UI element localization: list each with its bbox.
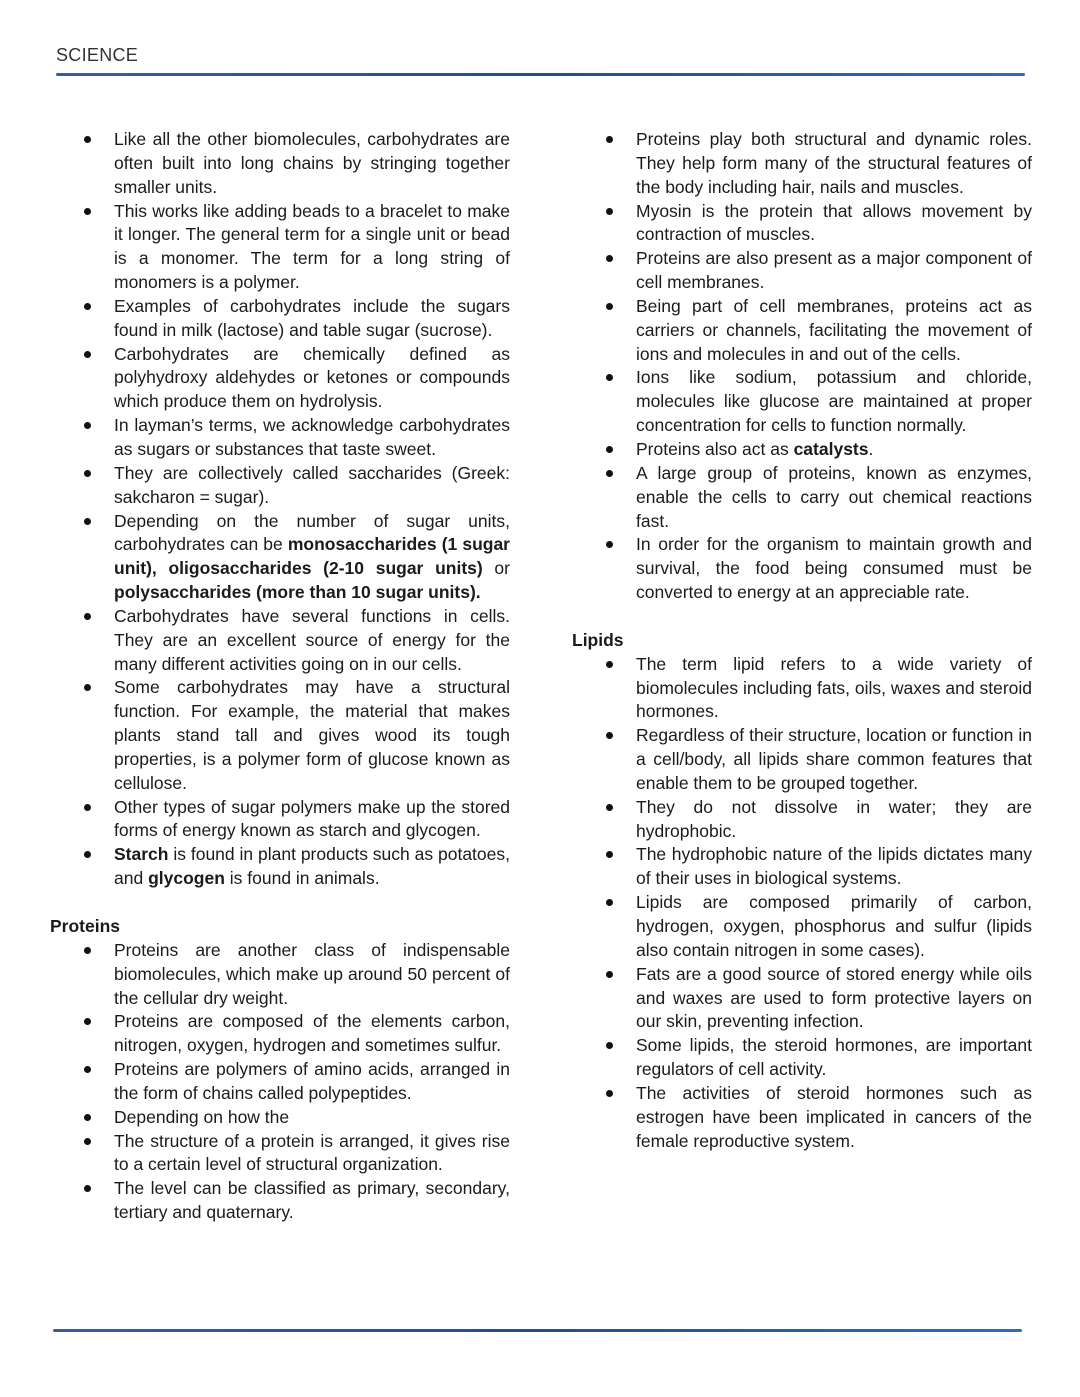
bullet-icon bbox=[606, 661, 613, 668]
bullet-icon bbox=[606, 136, 613, 143]
list-item: Proteins play both structural and dynamic roles. They help form many of the structural features of the body including hair, nails and muscles. bbox=[572, 128, 1032, 200]
bullet-icon bbox=[606, 899, 613, 906]
list-item: The level can be classified as primary, secondary, tertiary and quaternary. bbox=[50, 1177, 510, 1225]
list-item: The hydrophobic nature of the lipids dictates many of their uses in biological systems. bbox=[572, 843, 1032, 891]
list-item: They do not dissolve in water; they are hydrophobic. bbox=[572, 796, 1032, 844]
bullet-icon bbox=[84, 804, 91, 811]
footer-divider bbox=[53, 1329, 1022, 1332]
list-item: The structure of a protein is arranged, it gives rise to a certain level of structural organization. bbox=[50, 1130, 510, 1178]
bullet-icon bbox=[606, 374, 613, 381]
bullet-icon bbox=[84, 851, 91, 858]
list-item: Carbohydrates have several functions in cells. They are an excellent source of energy for the many different activities going on in our cells. bbox=[50, 605, 510, 677]
list-item: Other types of sugar polymers make up the stored forms of energy known as starch and glycogen. bbox=[50, 796, 510, 844]
carbohydrates-list bbox=[50, 128, 510, 891]
bullet-icon bbox=[84, 303, 91, 310]
header-divider bbox=[56, 73, 1025, 76]
list-item: Proteins are also present as a major component of cell membranes. bbox=[572, 247, 1032, 295]
bullet-icon bbox=[606, 208, 613, 215]
right-column bbox=[572, 128, 1032, 1153]
list-item: Myosin is the protein that allows movement by contraction of muscles. bbox=[572, 200, 1032, 248]
bullet-icon bbox=[84, 1066, 91, 1073]
list-item: Regardless of their structure, location or function in a cell/body, all lipids share common features that enable them to be grouped together. bbox=[572, 724, 1032, 796]
list-item: This works like adding beads to a bracelet to make it longer. The general term for a single unit or bead is a monomer. The term for a long string of monomers is a polymer. bbox=[50, 200, 510, 295]
proteins-heading: Proteins bbox=[50, 916, 121, 936]
bullet-icon bbox=[606, 1090, 613, 1097]
bullet-icon bbox=[606, 732, 613, 739]
bullet-icon bbox=[84, 684, 91, 691]
page-header-title: SCIENCE bbox=[56, 45, 139, 65]
bullet-icon bbox=[606, 971, 613, 978]
proteins-continued-list bbox=[572, 128, 1032, 605]
left-column bbox=[50, 128, 510, 1225]
list-item: Like all the other biomolecules, carbohydrates are often built into long chains by stringing together smaller units. bbox=[50, 128, 510, 200]
list-item: Proteins also act as catalysts. bbox=[572, 438, 1032, 462]
bullet-icon bbox=[84, 947, 91, 954]
bullet-icon bbox=[84, 518, 91, 525]
bullet-icon bbox=[606, 470, 613, 477]
list-item: In layman’s terms, we acknowledge carbohydrates as sugars or substances that taste sweet. bbox=[50, 414, 510, 462]
bullet-icon bbox=[606, 851, 613, 858]
bullet-icon bbox=[84, 1185, 91, 1192]
bullet-icon bbox=[84, 1114, 91, 1121]
lipids-list bbox=[572, 653, 1032, 1154]
bullet-icon bbox=[606, 804, 613, 811]
list-item: Ions like sodium, potassium and chloride, molecules like glucose are maintained at proper concentration for cells to function normally. bbox=[572, 366, 1032, 438]
list-item: Depending on how the bbox=[50, 1106, 510, 1130]
list-item: Some carbohydrates may have a structural function. For example, the material that makes plants stand tall and gives wood its tough properties, is a polymer form of glucose known as cellulose. bbox=[50, 676, 510, 795]
bullet-icon bbox=[84, 470, 91, 477]
bullet-icon bbox=[84, 422, 91, 429]
list-item: Proteins are another class of indispensable biomolecules, which make up around 50 percent of the cellular dry weight. bbox=[50, 939, 510, 1011]
bullet-icon bbox=[606, 446, 613, 453]
bullet-icon bbox=[84, 136, 91, 143]
bullet-icon bbox=[84, 351, 91, 358]
list-item: Proteins are polymers of amino acids, arranged in the form of chains called polypeptides. bbox=[50, 1058, 510, 1106]
list-item: The activities of steroid hormones such as estrogen have been implicated in cancers of the female reproductive system. bbox=[572, 1082, 1032, 1154]
list-item: In order for the organism to maintain growth and survival, the food being consumed must be converted to energy at an appreciable rate. bbox=[572, 533, 1032, 605]
bullet-icon bbox=[84, 1138, 91, 1145]
list-item: The term lipid refers to a wide variety of biomolecules including fats, oils, waxes and steroid hormones. bbox=[572, 653, 1032, 725]
proteins-list bbox=[50, 939, 510, 1225]
list-item: Fats are a good source of stored energy while oils and waxes are used to form protective layers on our skin, preventing infection. bbox=[572, 963, 1032, 1035]
bullet-icon bbox=[84, 208, 91, 215]
bullet-icon bbox=[606, 255, 613, 262]
list-item: Lipids are composed primarily of carbon, hydrogen, oxygen, phosphorus and sulfur (lipids also contain nitrogen in some cases). bbox=[572, 891, 1032, 963]
bullet-icon bbox=[84, 1018, 91, 1025]
bullet-icon bbox=[606, 541, 613, 548]
list-item: Some lipids, the steroid hormones, are important regulators of cell activity. bbox=[572, 1034, 1032, 1082]
list-item: Examples of carbohydrates include the sugars found in milk (lactose) and table sugar (sucrose). bbox=[50, 295, 510, 343]
bullet-icon bbox=[606, 303, 613, 310]
lipids-heading: Lipids bbox=[572, 629, 624, 650]
list-item: A large group of proteins, known as enzymes, enable the cells to carry out chemical reactions fast. bbox=[572, 462, 1032, 534]
list-item: Proteins are composed of the elements carbon, nitrogen, oxygen, hydrogen and sometimes sulfur. bbox=[50, 1010, 510, 1058]
bullet-icon bbox=[84, 613, 91, 620]
list-item: Depending on the number of sugar units, carbohydrates can be monosaccharides (1 sugar unit), oligosaccharides (2-10 sugar units) or polysaccharides (more than 10 sugar units). bbox=[50, 510, 510, 605]
list-item: They are collectively called saccharides (Greek: sakcharon = sugar). bbox=[50, 462, 510, 510]
bullet-icon bbox=[606, 1042, 613, 1049]
list-item: Carbohydrates are chemically defined as polyhydroxy aldehydes or ketones or compounds which produce them on hydrolysis. bbox=[50, 343, 510, 415]
list-item: Being part of cell membranes, proteins act as carriers or channels, facilitating the movement of ions and molecules in and out of the cells. bbox=[572, 295, 1032, 367]
list-item: Starch is found in plant products such as potatoes, and glycogen is found in animals. bbox=[50, 843, 510, 891]
